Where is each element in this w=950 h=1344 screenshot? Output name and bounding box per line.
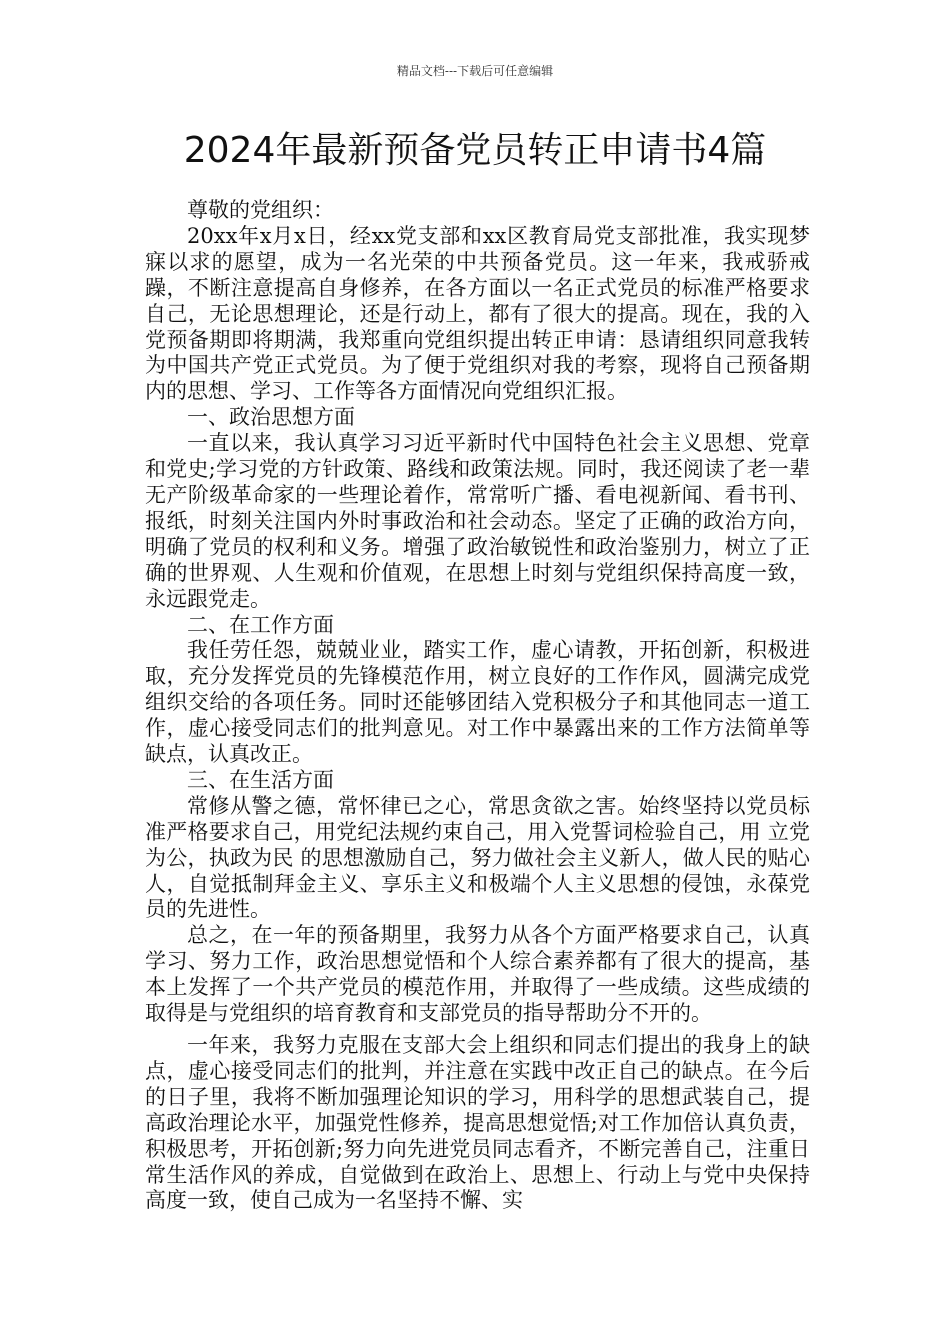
body-paragraph: 总之，在一年的预备期里，我努力从各个方面严格要求自己，认真学习、努力工作，政治思想觉悟和个人综合素养都有了很大的提高，基本上发挥了一个共产党员的模范作用，并取得了一些成绩。这些成绩的取得是与党组织的培育教育和支部党员的指导帮助分不开的。 [145,923,810,1026]
document-title: 2024年最新预备党员转正申请书4篇 [183,130,767,171]
section-heading: 三、在生活方面 [187,767,334,792]
body-paragraph: 20xx年x月x日，经xx党支部和xx区教育局党支部批准，我实现梦寐以求的愿望，成为一名光荣的中共预备党员。这一年来，我戒骄戒躁，不断注意提高自身修养，在各方面以一名正式党员的标准严格要求自己，无论思想理论，还是行动上，都有了很大的提高。现在，我的入党预备期即将期满，我郑重向党组织提出转正申请：恳请组织同意我转为中国共产党正式党员。为了便于党组织对我的考察，现将自己预备期内的思想、学习、工作等各方面情况向党组织汇报。 [145,223,810,404]
body-paragraph: 常修从警之德，常怀律已之心，常思贪欲之害。始终坚持以党员标准严格要求自己，用党纪法规约束自己，用入党誓词检验自己，用 立党为公，执政为民 的思想激励自己，努力做社会主义新人，做人民的贴心人，自觉抵制拜金主义、享乐主义和极端个人主义思想的侵蚀，永葆党员的先进性。 [145,793,810,922]
section-heading: 二、在工作方面 [187,612,334,637]
section-heading: 一、政治思想方面 [187,405,355,430]
body-paragraph: 一年来，我努力克服在支部大会上组织和同志们提出的我身上的缺点，虚心接受同志们的批判，并注意在实践中改正自己的缺点。在今后的日子里，我将不断加强理论知识的学习，用科学的思想武装自己，提高政治理论水平，加强党性修养，提高思想觉悟;对工作加倍认真负责，积极思考，开拓创新;努力向先进党员同志看齐，不断完善自己，注重日常生活作风的养成，自觉做到在政治上、思想上、行动上与党中央保持高度一致，使自己成为一名坚持不懈、实 [145,1033,810,1213]
body-paragraph: 我任劳任怨，兢兢业业，踏实工作，虚心请教，开拓创新，积极进取，充分发挥党员的先锋模范作用，树立良好的工作作风，圆满完成党组织交给的各项任务。同时还能够团结入党积极分子和其他同志一道工作，虚心接受同志们的批判意见。对工作中暴露出来的工作方法简单等缺点，认真改正。 [145,638,810,767]
header-note: 精品文档---下载后可任意编辑 [396,64,554,78]
salutation: 尊敬的党组织： [187,198,334,222]
body-paragraph: 一直以来，我认真学习习近平新时代中国特色社会主义思想、党章和党史;学习党的方针政策、路线和政策法规。同时，我还阅读了老一辈无产阶级革命家的一些理论着作，常常听广播、看电视新闻、看书刊、报纸，时刻关注国内外时事政治和社会动态。坚定了正确的政治方向，明确了党员的权利和义务。增强了政治敏锐性和政治鉴别力，树立了正确的世界观、人生观和价值观，在思想上时刻与党组织保持高度一致，永远跟党走。 [145,431,810,611]
document-body [145,198,810,1214]
